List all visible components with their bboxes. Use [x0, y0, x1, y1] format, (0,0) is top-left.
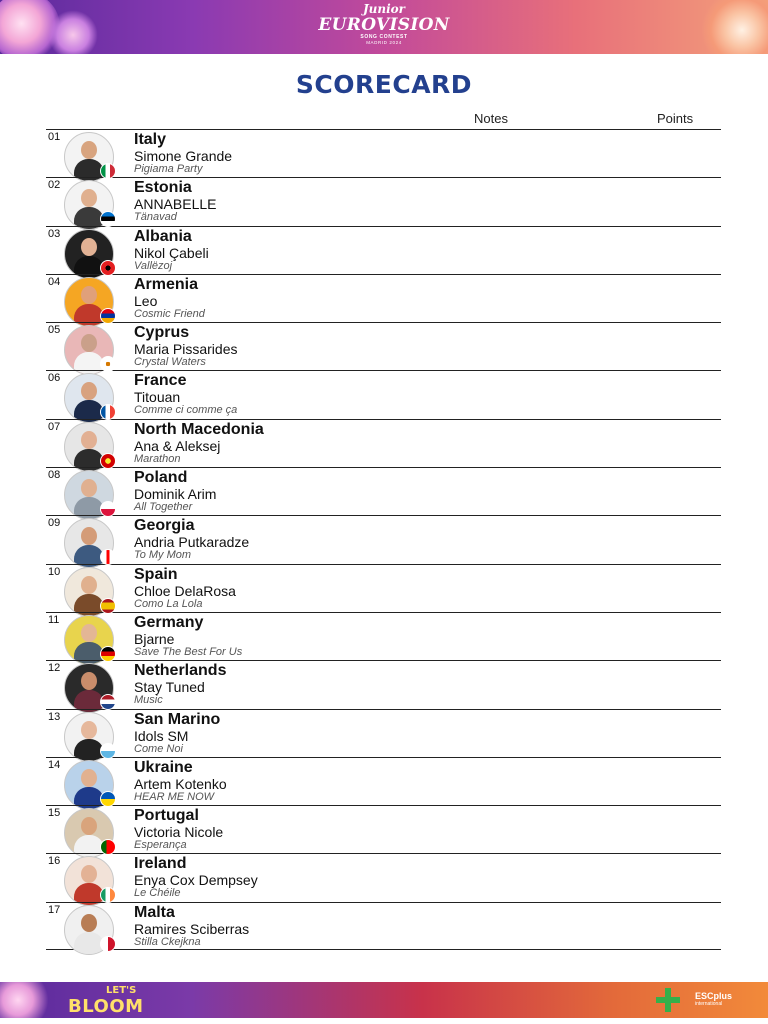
- song-title: Come Noi: [134, 742, 183, 755]
- country-name: Estonia: [134, 179, 192, 197]
- country-name: Spain: [134, 565, 178, 583]
- entry-number: 15: [48, 807, 61, 820]
- artist-name: Maria Pissarides: [134, 341, 238, 358]
- country-name: France: [134, 372, 187, 390]
- scorecard-row: [46, 274, 721, 322]
- artist-name: Stay Tuned: [134, 679, 205, 696]
- entry-number: 05: [48, 324, 61, 337]
- scorecard-row: [46, 709, 721, 757]
- country-name: Italy: [134, 131, 167, 148]
- song-title: HEAR ME NOW: [134, 790, 215, 803]
- germany-flag-icon: [100, 646, 116, 662]
- artist-name: Titouan: [134, 389, 181, 406]
- country-name: Cyprus: [134, 324, 190, 342]
- country-name: Malta: [134, 903, 175, 921]
- country-name: Ukraine: [134, 758, 193, 776]
- scorecard-row: [46, 177, 721, 225]
- entry-number: 14: [48, 758, 61, 771]
- entry-number: 11: [48, 613, 60, 626]
- malta-flag-icon: [100, 936, 116, 952]
- spain-flag-icon: [100, 598, 116, 614]
- entry-number: 08: [48, 469, 61, 482]
- scorecard-row: [46, 757, 721, 805]
- song-title: Save The Best For Us: [134, 645, 243, 658]
- artist-name: Bjarne: [134, 630, 175, 647]
- escplus-plus-icon: [656, 988, 680, 1012]
- artist-name: Nikol Çabeli: [134, 244, 209, 261]
- scorecard-row: [46, 564, 721, 612]
- scorecard-row: [46, 902, 721, 950]
- song-title: Stilla Ckejkna: [134, 935, 201, 948]
- scorecard-row: [46, 660, 721, 708]
- country-name: Germany: [134, 613, 204, 631]
- scorecard-row: [46, 805, 721, 853]
- entry-number: 16: [48, 855, 61, 868]
- entry-number: 13: [48, 710, 61, 723]
- artist-name: Andria Putkaradze: [134, 534, 250, 551]
- scorecard-row: [46, 322, 721, 370]
- armenia-flag-icon: [100, 308, 116, 324]
- song-title: Como La Lola: [134, 597, 203, 610]
- scorecard-row: [46, 515, 721, 563]
- artist-name: Enya Cox Dempsey: [134, 872, 258, 889]
- scorecard-row: [46, 129, 721, 177]
- scorecard-row: [46, 612, 721, 660]
- scorecard-row: [46, 853, 721, 901]
- country-name: Georgia: [134, 517, 195, 535]
- country-name: Ireland: [134, 855, 187, 873]
- top-banner: [0, 0, 768, 54]
- song-title: Crystal Waters: [134, 356, 206, 369]
- entry-number: 06: [48, 372, 61, 385]
- escplus-logo: ESCplus international: [694, 991, 732, 1007]
- artist-name: Ramires Sciberras: [134, 920, 250, 937]
- scorecard-row: [46, 419, 721, 467]
- lets-bloom-logo: LET'S BLOOM: [68, 985, 144, 1017]
- scorecard-row: [46, 370, 721, 418]
- country-name: Armenia: [134, 275, 199, 293]
- north-macedonia-flag-icon: [100, 453, 116, 469]
- entry-number: 10: [48, 565, 61, 578]
- artist-name: Leo: [134, 292, 158, 309]
- san-marino-flag-icon: [100, 743, 116, 759]
- song-title: Le Chéile: [134, 887, 181, 900]
- country-name: Portugal: [134, 807, 199, 825]
- song-title: Marathon: [134, 452, 181, 465]
- song-title: Music: [134, 694, 163, 707]
- artist-name: ANNABELLE: [134, 196, 217, 213]
- poland-flag-icon: [100, 501, 116, 517]
- entry-number: 01: [48, 131, 61, 143]
- entry-number: 02: [48, 179, 61, 192]
- artist-name: Idols SM: [134, 727, 189, 744]
- entry-number: 03: [48, 227, 61, 240]
- artist-name: Simone Grande: [134, 148, 233, 164]
- country-name: Poland: [134, 469, 188, 487]
- bottom-banner: [0, 982, 768, 1018]
- entry-number: 07: [48, 420, 61, 433]
- country-name: San Marino: [134, 710, 221, 728]
- artist-name: Ana & Aleksej: [134, 437, 221, 454]
- country-name: Netherlands: [134, 662, 227, 680]
- artist-name: Artem Kotenko: [134, 775, 227, 792]
- entry-number: 12: [48, 662, 61, 675]
- scorecard-row: [46, 226, 721, 274]
- song-title: Vallëzoj: [134, 259, 173, 272]
- entry-number: 04: [48, 275, 61, 288]
- page-title: SCORECARD: [295, 70, 473, 99]
- country-name: North Macedonia: [134, 420, 264, 438]
- scorecard-list: [46, 129, 721, 950]
- flower-decoration: [0, 982, 54, 1018]
- song-title: Cosmic Friend: [134, 307, 205, 320]
- song-title: All Together: [134, 501, 193, 514]
- entry-number: 17: [48, 903, 61, 916]
- entry-number: 09: [48, 517, 61, 530]
- italy-flag-icon: [100, 163, 116, 179]
- country-name: Albania: [134, 227, 192, 245]
- ukraine-flag-icon: [100, 791, 116, 807]
- song-title: Comme ci comme ça: [134, 404, 238, 417]
- points-column-header: Points: [657, 111, 694, 126]
- jesc-logo: Junior EUROVISION SONG CONTEST MADRID 2024: [318, 2, 450, 45]
- scorecard-row: [46, 467, 721, 515]
- song-title: To My Mom: [134, 549, 192, 562]
- notes-column-header: Notes: [474, 111, 508, 126]
- artist-name: Victoria Nicole: [134, 824, 224, 841]
- albania-flag-icon: [100, 260, 116, 276]
- song-title: Tänavad: [134, 211, 177, 224]
- song-title: Esperança: [134, 839, 187, 852]
- artist-name: Chloe DelaRosa: [134, 582, 236, 599]
- artist-name: Dominik Arim: [134, 486, 217, 503]
- song-title: Pigiama Party: [134, 163, 203, 175]
